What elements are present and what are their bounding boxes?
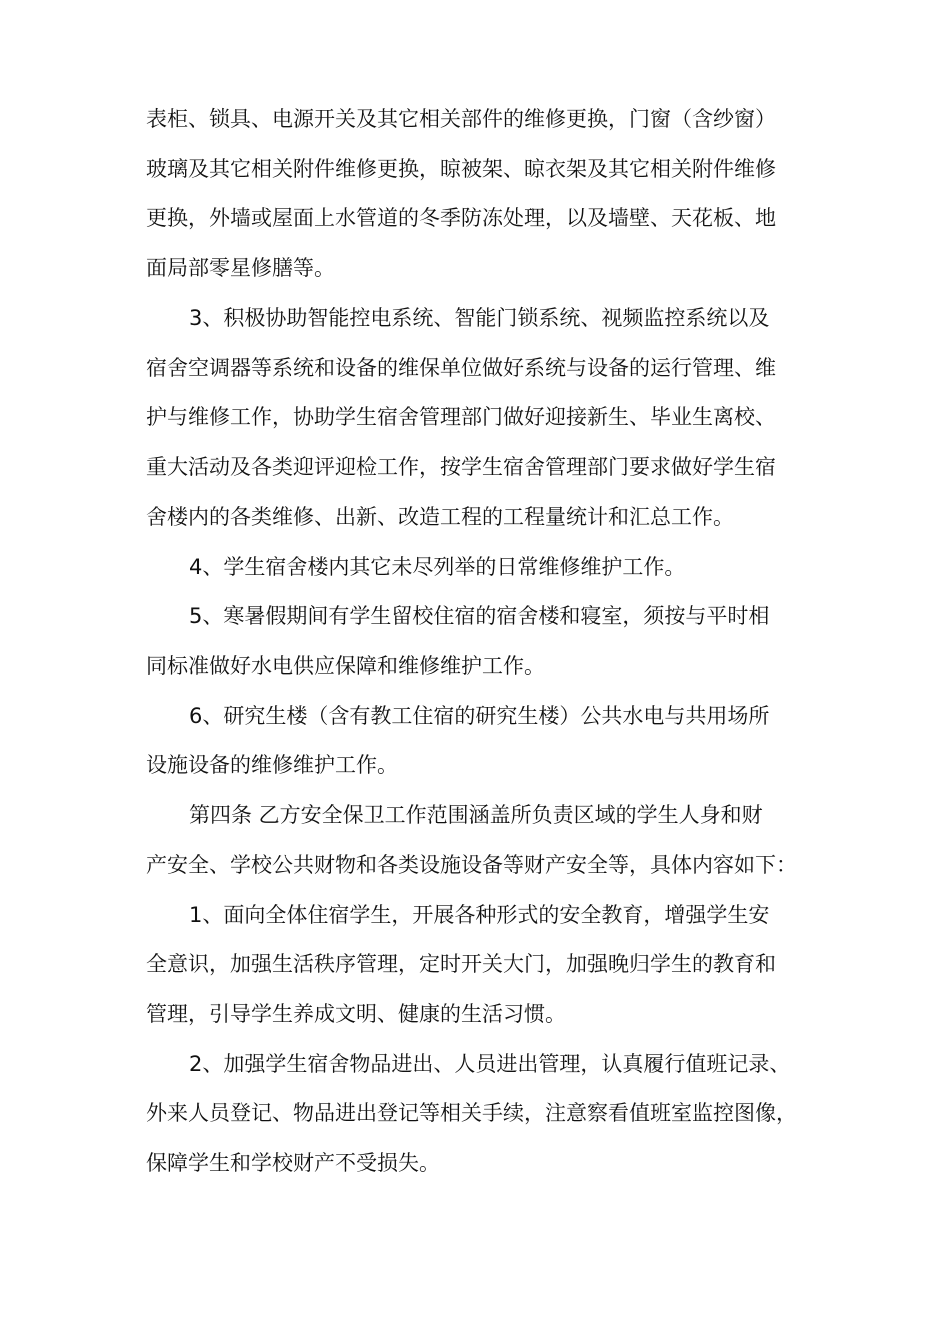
text-line: 4、学生宿舍楼内其它未尽列举的日常维修维护工作。 — [189, 555, 686, 579]
text-line: 同标准做好水电供应保障和维修维护工作。 — [146, 654, 545, 678]
text-line: 重大活动及各类迎评迎检工作，按学生宿舍管理部门要求做好学生宿 — [146, 455, 776, 479]
text-line: 面局部零星修膳等。 — [146, 256, 335, 280]
text-line: 3、积极协助智能控电系统、智能门锁系统、视频监控系统以及 — [189, 306, 770, 330]
text-line: 设施设备的维修维护工作。 — [146, 753, 398, 777]
text-line: 1、面向全体住宿学生，开展各种形式的安全教育，增强学生安 — [189, 903, 770, 927]
text-line: 全意识，加强生活秩序管理，定时开关大门，加强晚归学生的教育和 — [146, 952, 776, 976]
text-line: 保障学生和学校财产不受损失。 — [146, 1151, 440, 1175]
text-line: 更换，外墙或屋面上水管道的冬季防冻处理，以及墙壁、天花板、地 — [146, 206, 776, 230]
text-line: 管理，引导学生养成文明、健康的生活习惯。 — [146, 1002, 566, 1026]
text-line: 5、寒暑假期间有学生留校住宿的宿舍楼和寝室，须按与平时相 — [189, 604, 770, 628]
text-line: 表柜、锁具、电源开关及其它相关部件的维修更换，门窗（含纱窗） — [146, 107, 776, 131]
text-line: 产安全、学校公共财物和各类设施设备等财产安全等，具体内容如下： — [146, 853, 797, 877]
text-line: 护与维修工作，协助学生宿舍管理部门做好迎接新生、毕业生离校、 — [146, 405, 776, 429]
text-line: 舍楼内的各类维修、出新、改造工程的工程量统计和汇总工作。 — [146, 505, 734, 529]
text-line: 6、研究生楼（含有教工住宿的研究生楼）公共水电与共用场所 — [189, 704, 770, 728]
text-line: 第四条 乙方安全保卫工作范围涵盖所负责区域的学生人身和财 — [189, 803, 763, 827]
text-line: 外来人员登记、物品进出登记等相关手续，注意察看值班室监控图像， — [146, 1101, 797, 1125]
text-line: 玻璃及其它相关附件维修更换，晾被架、晾衣架及其它相关附件维修 — [146, 157, 776, 181]
text-line: 2、加强学生宿舍物品进出、人员进出管理，认真履行值班记录、 — [189, 1052, 791, 1076]
text-line: 宿舍空调器等系统和设备的维保单位做好系统与设备的运行管理、维 — [146, 356, 776, 380]
